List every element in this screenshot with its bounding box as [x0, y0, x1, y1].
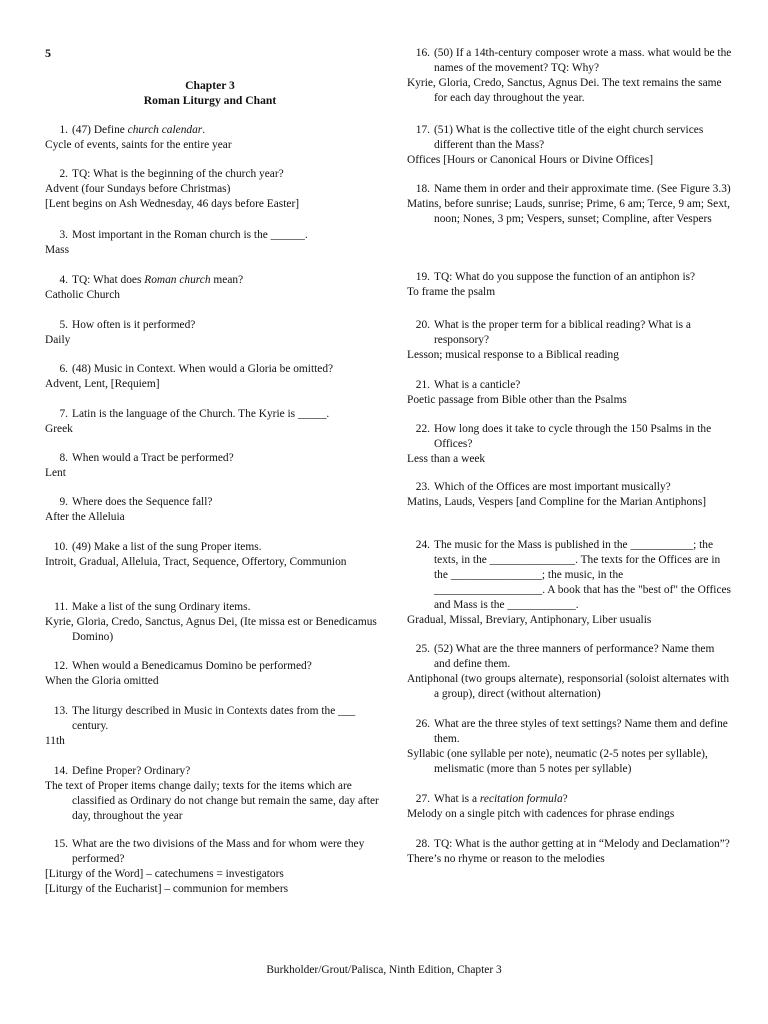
answer: Advent, Lent, [Requiem]: [45, 378, 160, 390]
question-number: 13.: [53, 705, 68, 717]
qa-item: [407, 480, 732, 510]
qa-item: [407, 182, 732, 227]
question-text: TQ: What does: [72, 274, 145, 286]
question-text: Where does the Sequence fall?: [72, 496, 213, 508]
qa-item: [407, 538, 732, 628]
answer: Lesson; musical response to a Biblical reading: [407, 349, 619, 361]
question-text: What is a canticle?: [434, 379, 521, 391]
page-number: 5: [45, 46, 51, 60]
qa-item: [407, 717, 732, 777]
question: [407, 538, 732, 613]
qa-item: [45, 764, 390, 824]
question-term: church calendar: [127, 124, 203, 136]
qa-item: [45, 362, 390, 392]
question-number: 27.: [415, 793, 430, 805]
question: [407, 318, 732, 348]
question-text-end: ?: [562, 793, 568, 805]
answer: 11th: [45, 735, 65, 747]
page-footer: Burkholder/Grout/Palisca, Ninth Edition, Chapter 3: [266, 964, 502, 976]
question: [45, 407, 390, 422]
chapter-subtitle: Roman Liturgy and Chant: [143, 94, 277, 107]
question-text: (52) What are the three manners of performance? Name them and define them.: [434, 643, 715, 670]
question-number: 17.: [415, 124, 430, 136]
qa-item: [45, 451, 390, 481]
question: [407, 480, 732, 495]
question-text-end: .: [202, 124, 206, 136]
qa-item: [45, 704, 390, 749]
question-text: (50) If a 14th-century composer wrote a mass. what would be the names of the movement? TQ: Why?: [434, 47, 732, 74]
question-text: (51) What is the collective title of the eight church services different than the Mass?: [434, 124, 704, 151]
question: [45, 273, 390, 288]
question: [407, 792, 732, 807]
qa-item: [45, 659, 390, 689]
question-number: 21.: [415, 379, 430, 391]
answer: Mass: [45, 244, 70, 256]
question: [407, 46, 732, 76]
question-number: 12.: [53, 660, 68, 672]
answer: Kyrie, Gloria, Credo, Sanctus, Agnus Dei, (Ite missa est or Benedicamus Domino): [45, 616, 377, 643]
question-number: 1.: [59, 124, 68, 136]
question: [407, 837, 732, 852]
question: [45, 362, 390, 377]
question-text: TQ: What is the beginning of the church year?: [72, 168, 284, 180]
question: [45, 228, 390, 243]
answer: Daily: [45, 334, 71, 346]
answer: There’s no rhyme or reason to the melodies: [407, 853, 605, 865]
answer-continued: [Lent begins on Ash Wednesday, 46 days before Easter]: [45, 198, 300, 210]
answer: Cycle of events, saints for the entire year: [45, 139, 232, 151]
qa-item: [45, 407, 390, 437]
qa-item: [407, 318, 732, 363]
question-text: When would a Tract be performed?: [72, 452, 234, 464]
question-text: The music for the Mass is published in the ___________; the texts, in the _______________. The texts for the Offices are in the ________________; the music, in the ___________________. A book that has the "best of" the Offices and Mass is the ____________.: [434, 539, 731, 611]
question: [407, 182, 732, 197]
question: [45, 495, 390, 510]
question-number: 16.: [415, 47, 430, 59]
question-number: 19.: [415, 271, 430, 283]
answer: Less than a week: [407, 453, 486, 465]
qa-item: [407, 792, 732, 822]
question-text: Latin is the language of the Church. The Kyrie is _____.: [72, 408, 330, 420]
question-text: How often is it performed?: [72, 319, 196, 331]
question-number: 8.: [59, 452, 68, 464]
question-text: (48) Music in Context. When would a Gloria be omitted?: [72, 363, 334, 375]
question-number: 7.: [59, 408, 68, 420]
question-number: 25.: [415, 643, 430, 655]
question-number: 2.: [59, 168, 68, 180]
question: [407, 270, 732, 285]
question: [45, 704, 390, 734]
qa-item: [45, 318, 390, 348]
answer: Greek: [45, 423, 73, 435]
question-number: 5.: [59, 319, 68, 331]
question-number: 6.: [59, 363, 68, 375]
qa-item: [45, 837, 390, 897]
question-text: When would a Benedicamus Domino be performed?: [72, 660, 312, 672]
qa-item: [407, 46, 732, 106]
answer: Introit, Gradual, Alleluia, Tract, Sequence, Offertory, Communion: [45, 556, 347, 568]
question-number: 10.: [53, 541, 68, 553]
answer: Offices [Hours or Canonical Hours or Divine Offices]: [407, 154, 653, 166]
question-number: 14.: [53, 765, 68, 777]
question-number: 28.: [415, 838, 430, 850]
question-text: What are the three styles of text settings? Name them and define them.: [434, 718, 728, 745]
chapter-heading: [45, 78, 375, 108]
answer: Poetic passage from Bible other than the Psalms: [407, 394, 627, 406]
question-number: 11.: [54, 601, 68, 613]
question: [45, 600, 390, 615]
question-number: 4.: [59, 274, 68, 286]
question-number: 9.: [59, 496, 68, 508]
question: [45, 837, 390, 867]
answer: Matins, Lauds, Vespers [and Compline for the Marian Antiphons]: [407, 496, 707, 508]
qa-item: [45, 540, 390, 570]
question-text: (49) Make a list of the sung Proper items.: [72, 541, 262, 553]
qa-item: [407, 422, 732, 467]
question-text: (47) Define: [72, 124, 128, 136]
answer: [Liturgy of the Word] – catechumens = investigators: [45, 868, 284, 880]
qa-item: [407, 270, 732, 300]
question-text: Most important in the Roman church is the ______.: [72, 229, 308, 241]
question-number: 15.: [53, 838, 68, 850]
question: [407, 717, 732, 747]
question-number: 26.: [415, 718, 430, 730]
question-number: 18.: [415, 183, 430, 195]
qa-item: [407, 378, 732, 408]
answer: Advent (four Sundays before Christmas): [45, 183, 231, 195]
qa-item: [407, 123, 732, 168]
question-text: Make a list of the sung Ordinary items.: [72, 601, 251, 613]
answer: Syllabic (one syllable per note), neumatic (2-5 notes per syllable), melismatic (more than 5 notes per syllable): [407, 748, 708, 775]
question-term: recitation formula: [479, 793, 563, 805]
qa-item: [407, 837, 732, 867]
question-number: 20.: [415, 319, 430, 331]
answer: Antiphonal (two groups alternate), responsorial (soloist alternates with a group), direct (without alternation): [407, 673, 730, 700]
question-text: What is the proper term for a biblical reading? What is a responsory?: [434, 319, 691, 346]
question-text: Name them in order and their approximate time. (See Figure 3.3): [434, 183, 731, 195]
question: [45, 318, 390, 333]
question: [45, 540, 390, 555]
question: [45, 764, 390, 779]
question-text: TQ: What is the author getting at in “Melody and Declamation”?: [434, 838, 730, 850]
chapter-title: Chapter 3: [185, 79, 235, 92]
qa-item: [45, 167, 390, 212]
question-text: What is a: [434, 793, 480, 805]
question-text-end: mean?: [210, 274, 244, 286]
answer: After the Alleluia: [45, 511, 125, 523]
question: [407, 123, 732, 153]
answer: To frame the psalm: [407, 286, 496, 298]
answer: Matins, before sunrise; Lauds, sunrise; Prime, 6 am; Terce, 9 am; Sext, noon; Nones, 3 pm; Vespers, sunset; Compline, after Vespers: [407, 198, 730, 225]
question-text: How long does it take to cycle through the 150 Psalms in the Offices?: [434, 423, 712, 450]
answer: The text of Proper items change daily; texts for the items which are classified as Ordinary do not change but remain the same, day after day, throughout the year: [45, 780, 379, 822]
answer: Catholic Church: [45, 289, 120, 301]
question: [407, 422, 732, 452]
answer: When the Gloria omitted: [45, 675, 159, 687]
qa-item: [45, 495, 390, 525]
question-text: What are the two divisions of the Mass and for whom were they performed?: [72, 838, 365, 865]
question: [45, 451, 390, 466]
question-text: Which of the Offices are most important musically?: [434, 481, 671, 493]
question-number: 24.: [415, 539, 430, 551]
question: [45, 123, 390, 138]
question: [407, 378, 732, 393]
qa-item: [45, 228, 390, 258]
question-number: 23.: [415, 481, 430, 493]
answer: Kyrie, Gloria, Credo, Sanctus, Agnus Dei. The text remains the same for each day throughout the year.: [407, 77, 722, 104]
question: [45, 167, 390, 182]
question: [407, 642, 732, 672]
qa-item: [45, 273, 390, 303]
qa-item: [407, 642, 732, 702]
question: [45, 659, 390, 674]
answer: Gradual, Missal, Breviary, Antiphonary, Liber usualis: [407, 614, 652, 626]
question-text: TQ: What do you suppose the function of an antiphon is?: [434, 271, 696, 283]
answer-continued: [Liturgy of the Eucharist] – communion for members: [45, 883, 289, 895]
qa-item: [45, 123, 390, 153]
question-text: Define Proper? Ordinary?: [72, 765, 191, 777]
question-number: 22.: [415, 423, 430, 435]
answer: Melody on a single pitch with cadences for phrase endings: [407, 808, 675, 820]
question-term: Roman church: [144, 274, 211, 286]
question-number: 3.: [59, 229, 68, 241]
answer: Lent: [45, 467, 66, 479]
qa-item: [45, 600, 390, 645]
question-text: The liturgy described in Music in Contexts dates from the ___ century.: [72, 705, 356, 732]
